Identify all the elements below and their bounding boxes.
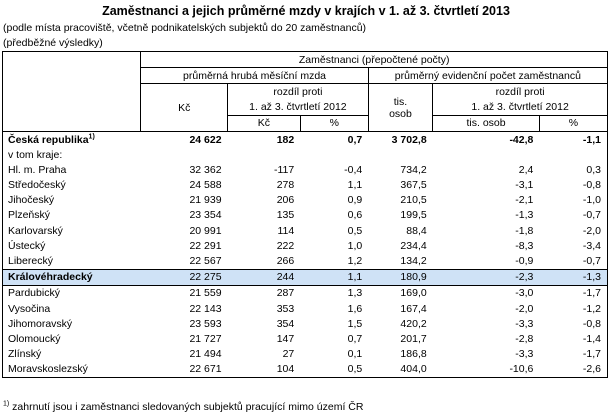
row-name: Česká republika$^{1)}$ [8,133,95,146]
wages-table [2,51,608,378]
row-name: Liberecký [8,255,53,268]
cell-wage-pct: -0,4 [344,163,363,176]
table-row [3,331,608,346]
cell-count: 186,8 [400,348,427,361]
cell-count-pct: -0,8 [582,317,601,330]
cell-count: 210,5 [400,194,427,207]
header-wage-diff-pct: % [300,115,368,131]
table-row [3,162,608,177]
table-row [3,269,608,285]
cell-count-diff: -2,0 [515,302,534,315]
header-corner [3,52,141,132]
cell-count-diff: -0,9 [515,255,534,268]
cell-count-pct: -1,4 [582,332,601,345]
cell-count-pct: -1,7 [582,348,601,361]
cell-count: 234,4 [400,239,427,252]
cell-wage: 24 622 [189,133,222,146]
header-count-diff-pct: % [539,115,607,131]
cell-count-diff: -3,3 [515,348,534,361]
cell-wage: 22 567 [189,255,222,268]
cell-wage-pct: 1,1 [347,179,363,192]
row-name: Hl. m. Praha [8,163,67,176]
cell-wage: 23 593 [189,317,222,330]
header-wage-diff-kc: Kč [228,115,301,131]
cell-count-pct: -1,7 [582,287,601,300]
header-group: Zaměstnanci (přepočtené počty) [141,52,608,68]
header-count-unit-line2: osob [389,107,412,120]
footnote-text: zahrnutí jsou i zaměstnanci sledovaných subjektů pracující mimo území ČR [12,401,364,413]
cell-count-diff: 2,4 [518,163,534,176]
table-row [3,208,608,223]
cell-wage-pct: 0,7 [347,332,363,345]
header-wage-diff: rozdíl proti [228,84,369,100]
cell-count: 88,4 [406,224,427,237]
header-count-unit-line1: tis. [393,95,408,108]
cell-wage-diff: 287 [276,287,295,300]
cell-wage-diff: 27 [282,348,295,361]
table-row-total [3,131,608,147]
cell-wage-pct: 0,6 [347,209,363,222]
cell-wage-pct: 1,2 [347,255,363,268]
cell-count-pct: -0,7 [582,209,601,222]
cell-wage-pct: 0,1 [347,348,363,361]
cell-wage-pct: 1,3 [347,287,363,300]
cell-wage-pct: 1,0 [347,239,363,252]
cell-wage-pct: 0,9 [347,194,363,207]
cell-count-pct: -1,1 [582,133,601,146]
cell-count: 201,7 [400,332,427,345]
table-subtitle: (podle místa pracoviště, včetně podnikatelských subjektů do 20 zaměstnanců) [3,22,367,34]
cell-wage-diff: 278 [276,179,295,192]
row-name: Královéhradecký [3,269,141,285]
table-title: Zaměstnanci a jejich průměrné mzdy v krajích v 1. až 3. čtvrtletí 2013 [102,4,510,18]
cell-wage: 21 727 [189,332,222,345]
cell-count-diff: -1,8 [515,224,534,237]
cell-count: 367,5 [400,179,427,192]
cell-wage: 23 354 [189,209,222,222]
cell-count: 404,0 [400,363,427,376]
table-row [3,223,608,238]
row-name: Středočeský [8,179,66,192]
header-count-unit [368,84,432,132]
cell-count: 167,4 [400,302,427,315]
table-row [3,253,608,269]
header-wage-group: průměrná hrubá měsíční mzda [141,68,368,84]
header-count-diff: rozdíl proti [433,84,608,100]
cell-wage-diff: 147 [276,332,295,345]
section-label: v tom kraje: [8,148,63,161]
cell-count-pct: 0,3 [586,163,601,176]
table-body [3,131,608,377]
cell-count: 420,2 [400,317,427,330]
cell-count-pct: -1,3 [539,269,607,285]
cell-wage-diff: 353 [276,302,295,315]
cell-wage-diff: 244 [228,269,301,285]
cell-wage-diff: 354 [276,317,295,330]
row-name: Ústecký [8,239,46,252]
table-row [3,301,608,316]
cell-wage: 20 991 [189,224,222,237]
cell-wage: 21 559 [189,287,222,300]
cell-wage-diff: 182 [276,133,295,146]
cell-wage-diff: 266 [276,255,295,268]
cell-wage-pct: 0,5 [347,363,363,376]
cell-wage-diff: 135 [276,209,295,222]
cell-wage-pct: 0,7 [347,133,363,146]
cell-wage: 24 588 [189,179,222,192]
cell-count-pct: -1,0 [582,194,601,207]
cell-wage: 22 291 [189,239,222,252]
cell-wage: 32 362 [189,163,222,176]
cell-wage-pct: 1,1 [300,269,368,285]
cell-count-diff: -8,3 [515,239,534,252]
header-count-diff-period: 1. až 3. čtvrtletí 2012 [433,100,608,116]
row-name: Jihomoravský [8,317,73,330]
cell-count-pct: -2,6 [582,363,601,376]
cell-count-diff: -2,8 [515,332,534,345]
row-name: Karlovarský [8,224,63,237]
header-wage-diff-period: 1. až 3. čtvrtletí 2012 [228,100,369,116]
footnote-mark: 1) [3,400,10,408]
cell-wage-diff: 114 [277,224,295,237]
cell-wage-diff: -117 [274,163,295,176]
cell-wage-diff: 104 [276,363,295,376]
cell-wage: 21 494 [189,348,222,361]
cell-count-pct: -2,0 [582,224,601,237]
row-name: Pardubický [8,287,60,300]
cell-wage: 22 671 [189,363,222,376]
cell-count: 169,0 [400,287,427,300]
table-row [3,193,608,208]
table-row [3,316,608,331]
cell-count-pct: -1,2 [582,302,601,315]
table-header [3,52,608,132]
cell-count: 734,2 [400,163,427,176]
cell-wage-pct: 1,5 [347,317,363,330]
cell-count: 3 702,8 [391,133,427,146]
row-name: Vysočina [8,302,51,315]
cell-wage: 22 275 [141,269,228,285]
header-count-diff-abs: tis. osob [433,115,540,131]
row-name: Jihočeský [8,194,55,207]
cell-count-diff: -10,6 [509,363,534,376]
cell-wage-pct: 0,5 [347,224,363,237]
table-row [3,362,608,378]
cell-count-diff: -3,0 [515,287,534,300]
cell-count: 180,9 [368,269,432,285]
table-row [3,347,608,362]
cell-count: 199,5 [400,209,427,222]
table-row [3,285,608,301]
cell-wage-pct: 1,6 [347,302,363,315]
header-count-group: průměrný evidenční počet zaměstnanců [368,68,607,84]
cell-wage-diff: 222 [276,239,295,252]
row-name: Moravskoslezský [8,363,88,376]
cell-wage-diff: 206 [276,194,295,207]
row-name: Olomoucký [8,332,61,345]
table-row [3,238,608,253]
cell-count-pct: -0,8 [582,179,601,192]
table-note: (předběžné výsledky) [3,37,103,49]
row-name: Plzeňský [8,209,51,222]
cell-count-diff: -3,3 [515,317,534,330]
cell-count-diff: -1,3 [515,209,534,222]
row-name: Zlínský [8,348,42,361]
table-row [3,178,608,193]
cell-wage: 22 143 [189,302,222,315]
cell-count-diff: -3,1 [515,179,534,192]
cell-count-pct: -0,7 [582,255,601,268]
cell-wage: 21 939 [189,194,222,207]
header-wage-unit: Kč [141,84,228,132]
footnote [3,401,363,413]
cell-count-diff: -2,1 [515,194,534,207]
cell-count-pct: -3,4 [582,239,601,252]
cell-count-diff: -42,8 [509,133,534,146]
table-row-section [3,147,608,162]
cell-count-diff: -2,3 [433,269,540,285]
cell-count: 134,2 [400,255,427,268]
